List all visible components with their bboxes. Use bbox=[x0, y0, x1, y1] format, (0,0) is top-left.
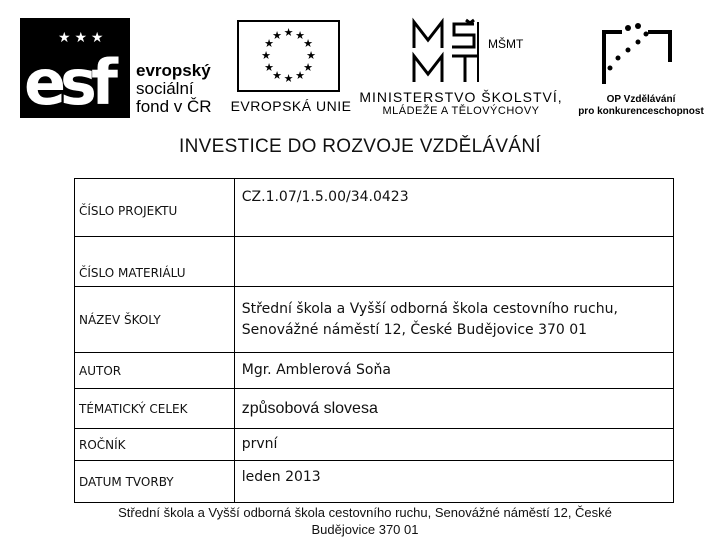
msmt-logo-mark bbox=[408, 18, 524, 86]
project-info-table bbox=[74, 178, 674, 503]
esf-logo-line: evropský bbox=[136, 61, 211, 80]
row-value-grade: první bbox=[234, 429, 673, 461]
eu-logo bbox=[230, 20, 350, 120]
svg-text:★: ★ bbox=[272, 29, 282, 42]
school-address-line: Senovážné náměstí 12, České Budějovice 370 01 bbox=[241, 321, 588, 338]
svg-text:★: ★ bbox=[264, 37, 274, 50]
op-logo-line: pro konkurenceschopnost bbox=[578, 106, 704, 117]
footer-line: Střední škola a Vyšší odborná škola cestovního ruchu, Senovážné náměstí 12, České bbox=[118, 505, 612, 520]
table-row bbox=[75, 237, 674, 287]
msmt-logo-mark-text: MŠMT bbox=[488, 37, 524, 51]
msmt-logo-text bbox=[356, 90, 566, 118]
row-label-project-number: ČÍSLO PROJEKTU bbox=[75, 179, 235, 237]
esf-logo-line: sociální bbox=[136, 79, 194, 98]
op-logo-line: OP Vzdělávání bbox=[606, 94, 676, 105]
svg-text:★: ★ bbox=[295, 29, 305, 42]
row-value-topic: způsobová slovesa bbox=[234, 389, 673, 429]
esf-logo-mark bbox=[20, 18, 130, 118]
msmt-logo bbox=[356, 18, 566, 130]
svg-text:★: ★ bbox=[264, 61, 274, 74]
table-row bbox=[75, 179, 674, 237]
svg-text:★: ★ bbox=[283, 26, 294, 39]
row-value-material-number bbox=[234, 237, 673, 287]
row-label-created-date: DATUM TVORBY bbox=[75, 461, 235, 503]
row-label-school-name: NÁZEV ŠKOLY bbox=[75, 287, 235, 353]
esf-logo bbox=[20, 18, 225, 123]
svg-text:★: ★ bbox=[295, 69, 305, 82]
table-row bbox=[75, 429, 674, 461]
esf-logo-text bbox=[136, 62, 212, 116]
svg-text:★: ★ bbox=[261, 49, 271, 62]
page-footer bbox=[70, 504, 660, 538]
page-headline: INVESTICE DO ROZVOJE VZDĚLÁVÁNÍ bbox=[179, 136, 541, 157]
svg-text:★: ★ bbox=[303, 37, 313, 50]
svg-text:★: ★ bbox=[272, 69, 282, 82]
msmt-logo-line: MLÁDEŽE A TĚLOVÝCHOVY bbox=[382, 105, 540, 117]
row-label-topic: TÉMATICKÝ CELEK bbox=[75, 389, 235, 429]
eu-flag-icon bbox=[237, 20, 340, 92]
row-value-author: Mgr. Amblerová Soňa bbox=[234, 353, 673, 389]
table-row bbox=[75, 461, 674, 503]
star-icons: ★ ★ ★ bbox=[58, 29, 104, 45]
row-label-material-number: ČÍSLO MATERIÁLU bbox=[75, 237, 235, 287]
eu-stars-icon bbox=[239, 22, 338, 90]
esf-logo-line: fond v ČR bbox=[136, 97, 212, 116]
op-logo bbox=[570, 22, 710, 122]
school-name-line: Střední škola a Vyšší odborná škola cestovního ruchu, bbox=[241, 300, 618, 317]
logo-bar bbox=[0, 0, 720, 130]
svg-text:★: ★ bbox=[303, 61, 313, 74]
row-label-author: AUTOR bbox=[75, 353, 235, 389]
svg-text:★: ★ bbox=[306, 49, 316, 62]
row-value-project-number: CZ.1.07/1.5.00/34.0423 bbox=[234, 179, 673, 237]
footer-line: Budějovice 370 01 bbox=[311, 522, 419, 537]
table-row bbox=[75, 389, 674, 429]
svg-text:★: ★ bbox=[283, 72, 294, 85]
msmt-logo-line: MINISTERSTVO ŠKOLSTVÍ, bbox=[359, 89, 563, 105]
row-label-grade: ROČNÍK bbox=[75, 429, 235, 461]
table-row bbox=[75, 287, 674, 353]
op-logo-mark bbox=[598, 22, 678, 86]
op-logo-text bbox=[570, 94, 712, 118]
row-value-school-name bbox=[234, 287, 673, 353]
eu-logo-label: EVROPSKÁ UNIE bbox=[230, 98, 352, 114]
row-value-created-date: leden 2013 bbox=[234, 461, 673, 503]
esf-logo-word: esf bbox=[24, 46, 112, 119]
table-row bbox=[75, 353, 674, 389]
